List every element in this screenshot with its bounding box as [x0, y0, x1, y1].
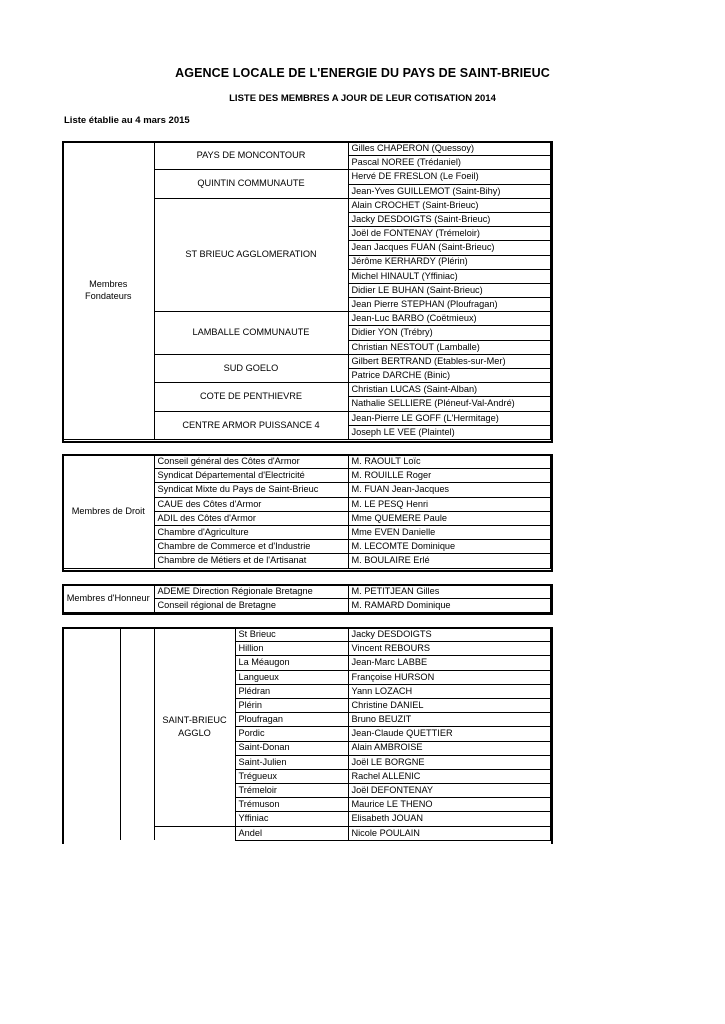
commune-name: Plérin	[235, 698, 348, 712]
commune-name: Saint-Donan	[235, 741, 348, 755]
member-name: Joseph LE VEE (Plaintel)	[348, 425, 550, 439]
structure-name: ST BRIEUC AGGLOMERATION	[154, 198, 348, 312]
category-label: Membres d'Honneur	[63, 585, 154, 613]
list-date: Liste établie au 4 mars 2015	[64, 115, 190, 126]
representative-name: M. BOULAIRE Erlé	[348, 554, 550, 568]
organisation-name: ADEME Direction Régionale Bretagne	[154, 585, 348, 599]
commune-name: Saint-Julien	[235, 755, 348, 769]
member-name: Jérôme KERHARDY (Plérin)	[348, 255, 550, 269]
representative-name: Françoise HURSON	[348, 670, 550, 684]
member-name: Alain CROCHET (Saint-Brieuc)	[348, 198, 550, 212]
organisation-name: CAUE des Côtes d'Armor	[154, 497, 348, 511]
blank-cell	[63, 628, 120, 840]
member-name: Michel HINAULT (Yffiniac)	[348, 269, 550, 283]
representative-name: Yann LOZACH	[348, 684, 550, 698]
representative-name: Mme QUEMERE Paule	[348, 511, 550, 525]
organisation-name: Syndicat Mixte du Pays de Saint-Brieuc	[154, 483, 348, 497]
member-name: Jacky DESDOIGTS (Saint-Brieuc)	[348, 212, 550, 226]
member-name: Didier YON (Trébry)	[348, 326, 550, 340]
commune-name: Langueux	[235, 670, 348, 684]
organisation-name: Chambre de Métiers et de l'Artisanat	[154, 554, 348, 568]
representative-name: Rachel ALLENIC	[348, 769, 550, 783]
commune-name: La Méaugon	[235, 656, 348, 670]
representative-name: Joël LE BORGNE	[348, 755, 550, 769]
structure-name: SUD GOELO	[154, 354, 348, 382]
member-name: Joël de FONTENAY (Trémeloir)	[348, 227, 550, 241]
member-name: Hervé DE FRESLON (Le Foeil)	[348, 170, 550, 184]
representative-name: Elisabeth JOUAN	[348, 812, 550, 826]
representative-name: M. ROUILLE Roger	[348, 469, 550, 483]
representative-name: M. LE PESQ Henri	[348, 497, 550, 511]
member-name: Jean-Luc BARBO (Coëtmieux)	[348, 312, 550, 326]
blank-cell	[120, 628, 154, 840]
member-name: Jean-Pierre LE GOFF (L'Hermitage)	[348, 411, 550, 425]
category-label: Membres Fondateurs	[63, 142, 154, 439]
representative-name: Vincent REBOURS	[348, 642, 550, 656]
communes-table	[63, 628, 551, 841]
representative-name: Christine DANIEL	[348, 698, 550, 712]
structure-name: LAMBALLE COMMUNAUTE	[154, 312, 348, 355]
representative-name: Nicole POULAIN	[348, 826, 550, 840]
commune-name: Pordic	[235, 727, 348, 741]
table-row	[63, 628, 550, 642]
member-name: Patrice DARCHE (Binic)	[348, 369, 550, 383]
member-name: Jean Jacques FUAN (Saint-Brieuc)	[348, 241, 550, 255]
member-name: Jean-Yves GUILLEMOT (Saint-Bihy)	[348, 184, 550, 198]
representative-name: Jean-Marc LABBE	[348, 656, 550, 670]
founding-members-table	[63, 142, 551, 440]
member-name: Gilbert BERTRAND (Etables-sur-Mer)	[348, 354, 550, 368]
member-name: Nathalie SELLIERE (Pléneuf-Val-André)	[348, 397, 550, 411]
ex-officio-members-table	[63, 455, 551, 569]
table-row	[63, 455, 550, 469]
member-name: Pascal NOREE (Trédaniel)	[348, 156, 550, 170]
structure-name: COTE DE PENTHIEVRE	[154, 383, 348, 411]
organisation-name: Syndicat Départemental d'Electricité	[154, 469, 348, 483]
representative-name: Joël DEFONTENAY	[348, 784, 550, 798]
honorary-members-table	[63, 585, 551, 613]
organisation-name: Conseil régional de Bretagne	[154, 599, 348, 613]
category-label: Membres de Droit	[63, 455, 154, 568]
representative-name: M. PETITJEAN Gilles	[348, 585, 550, 599]
member-name: Gilles CHAPERON (Quessoy)	[348, 142, 550, 156]
blank-cell	[154, 826, 235, 840]
member-name: Christian LUCAS (Saint-Alban)	[348, 383, 550, 397]
commune-name: Yffiniac	[235, 812, 348, 826]
commune-name: Andel	[235, 826, 348, 840]
commune-name: Plédran	[235, 684, 348, 698]
commune-name: St Brieuc	[235, 628, 348, 642]
table-row	[63, 142, 550, 156]
representative-name: M. RAMARD Dominique	[348, 599, 550, 613]
structure-name: CENTRE ARMOR PUISSANCE 4	[154, 411, 348, 439]
member-name: Jean Pierre STEPHAN (Ploufragan)	[348, 298, 550, 312]
organisation-name: Chambre d'Agriculture	[154, 525, 348, 539]
representative-name: M. RAOULT Loïc	[348, 455, 550, 469]
representative-name: Jean-Claude QUETTIER	[348, 727, 550, 741]
commune-name: Trémuson	[235, 798, 348, 812]
commune-name: Ploufragan	[235, 713, 348, 727]
representative-name: Bruno BEUZIT	[348, 713, 550, 727]
table-row	[63, 585, 550, 599]
representative-name: M. LECOMTE Dominique	[348, 540, 550, 554]
group-label: SAINT-BRIEUC AGGLO	[154, 628, 235, 826]
representative-name: Mme EVEN Danielle	[348, 525, 550, 539]
commune-name: Hillion	[235, 642, 348, 656]
organisation-name: ADIL des Côtes d'Armor	[154, 511, 348, 525]
representative-name: Jacky DESDOIGTS	[348, 628, 550, 642]
structure-name: PAYS DE MONCONTOUR	[154, 142, 348, 170]
representative-name: Alain AMBROISE	[348, 741, 550, 755]
structure-name: QUINTIN COMMUNAUTE	[154, 170, 348, 198]
commune-name: Trémeloir	[235, 784, 348, 798]
organisation-name: Chambre de Commerce et d'Industrie	[154, 540, 348, 554]
document-subtitle: LISTE DES MEMBRES A JOUR DE LEUR COTISATION 2014	[229, 93, 496, 104]
document-title: AGENCE LOCALE DE L'ENERGIE DU PAYS DE SAINT-BRIEUC	[175, 66, 550, 80]
commune-name: Trégueux	[235, 769, 348, 783]
representative-name: M. FUAN Jean-Jacques	[348, 483, 550, 497]
member-name: Didier LE BUHAN (Saint-Brieuc)	[348, 283, 550, 297]
organisation-name: Conseil général des Côtes d'Armor	[154, 455, 348, 469]
member-name: Christian NESTOUT (Lamballe)	[348, 340, 550, 354]
representative-name: Maurice LE THENO	[348, 798, 550, 812]
